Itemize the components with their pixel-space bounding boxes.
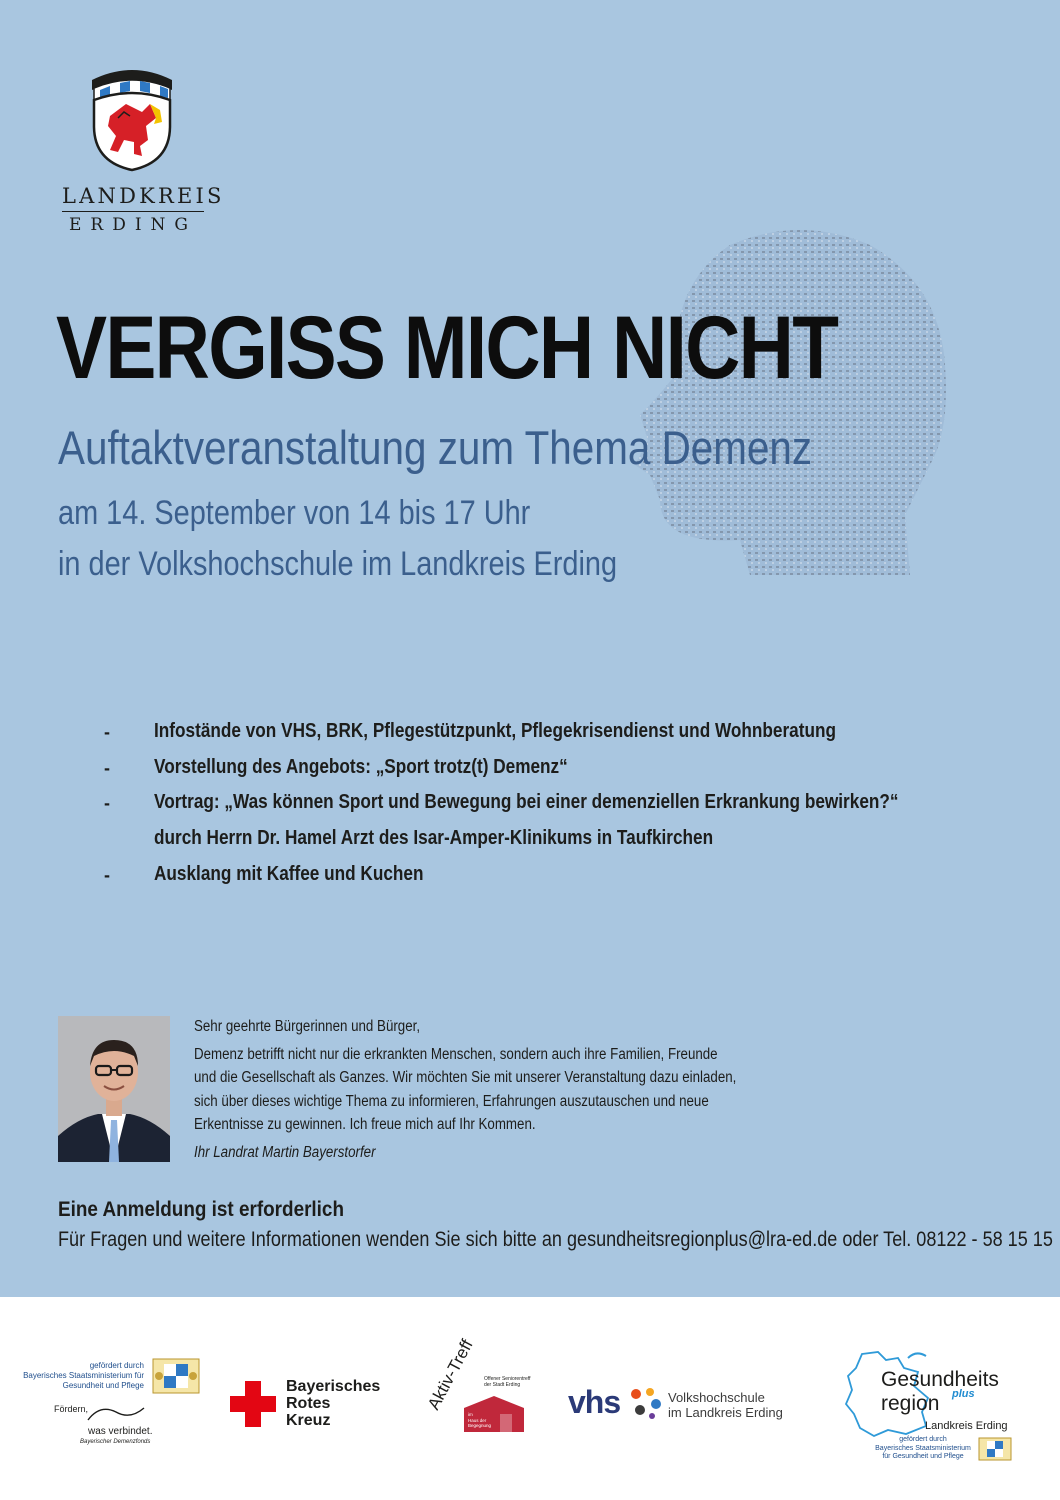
gr-funding-text <box>870 1436 976 1462</box>
letter-line: Erkentnisse zu gewinnen. Ich freue mich auf Ihr Kommen. <box>194 1116 536 1133</box>
red-cross-icon <box>230 1381 276 1427</box>
head-silhouette-icon <box>600 215 970 595</box>
event-place: in der Volkshochschule im Landkreis Erding <box>58 545 618 583</box>
program-item-continuation: durch Herrn Dr. Hamel Arzt des Isar-Amper-Klinikums in Taufkirchen <box>154 827 714 849</box>
aktiv-house-text <box>468 1412 491 1429</box>
ministry-line: gefördert durch <box>89 1361 144 1370</box>
event-title: VERGISS MICH NICHT <box>56 297 838 397</box>
landrat-letter <box>194 1015 736 1164</box>
vhs-line: im Landkreis Erding <box>668 1405 783 1420</box>
aktiv-treff-title: Aktiv-Treff <box>424 1336 477 1413</box>
gr-title-line2: region <box>881 1392 940 1415</box>
demenzfonds-line: Bayerischer Demenzfonds <box>80 1439 151 1445</box>
event-subtitle: Auftaktveranstaltung zum Thema Demenz <box>58 421 813 474</box>
letter-line: Demenz betrifft nicht nur die erkrankten Menschen, sondern auch ihre Familien, Freunde <box>194 1045 718 1063</box>
demenzfonds-line: Fördern, <box>54 1404 89 1414</box>
demenzfonds-line: was verbindet. <box>88 1426 153 1437</box>
gr-funding-line: für Gesundheit und Pflege <box>882 1453 964 1460</box>
program-item: Ausklang mit Kaffee und Kuchen <box>154 863 424 885</box>
aktiv-sub-line: Offener Seniorentreff <box>484 1376 531 1382</box>
gr-plus: plus <box>952 1388 975 1400</box>
org-name-line2: ERDING <box>68 215 197 235</box>
gr-title-line1: Gesundheits <box>881 1368 999 1391</box>
bavaria-crest-icon <box>152 1358 200 1394</box>
bullet: - <box>104 722 110 742</box>
landkreis-erding-crest-icon <box>84 66 180 172</box>
bavaria-crest-small-icon <box>978 1437 1012 1461</box>
org-name-divider <box>62 211 204 212</box>
vhs-dots-icon <box>628 1386 664 1420</box>
program-item: Vorstellung des Angebots: „Sport trotz(t) Demenz“ <box>154 756 568 778</box>
landrat-portrait <box>58 1016 170 1162</box>
vhs-wordmark: vhs <box>568 1384 621 1420</box>
vhs-logo-text <box>668 1390 783 1420</box>
gr-subtitle: Landkreis Erding <box>925 1420 1008 1432</box>
aktiv-treff-logo <box>424 1336 538 1468</box>
letter-greeting: Sehr geehrte Bürgerinnen und Bürger, <box>194 1018 421 1035</box>
aktiv-house-line: Haus der <box>468 1417 487 1423</box>
ministry-line: Gesundheit und Pflege <box>62 1381 144 1390</box>
letter-line: sich über dieses wichtige Thema zu informieren, Erfahrungen auszutauschen und neue <box>194 1092 709 1110</box>
bullet: - <box>104 793 110 813</box>
letter-signature: Ihr Landrat Martin Bayerstorfer <box>194 1143 376 1161</box>
aktiv-house-line: Begegnung <box>468 1423 492 1428</box>
aktiv-sub-line: der Stadt Erding <box>484 1382 521 1388</box>
ministry-line: Bayerisches Staatsministerium für <box>23 1371 144 1380</box>
brk-line: Rotes <box>286 1395 331 1412</box>
aktiv-treff-subtitle <box>484 1376 531 1388</box>
bullet: - <box>104 865 110 885</box>
letter-line: und die Gesellschaft als Ganzes. Wir möchten Sie mit unserer Veranstaltung dazu einladen, <box>194 1069 737 1086</box>
program-item: Infostände von VHS, BRK, Pflegestützpunkt, Pflegekrisendienst und Wohnberatung <box>154 720 837 742</box>
bullet: - <box>104 758 110 778</box>
vhs-line: Volkshochschule <box>668 1390 765 1405</box>
registration-title: Eine Anmeldung ist erforderlich <box>58 1198 345 1221</box>
ministry-text <box>14 1361 144 1391</box>
brk-line: Kreuz <box>286 1412 331 1429</box>
gr-funding-line: gefördert durch <box>899 1436 947 1443</box>
program-item: Vortrag: „Was können Sport und Bewegung bei einer demenziellen Erkrankung bewirken?“ <box>154 791 899 813</box>
brk-line: Bayerisches <box>286 1378 381 1395</box>
demenzfonds-wave-icon <box>86 1402 146 1424</box>
event-date: am 14. September von 14 bis 17 Uhr <box>58 494 531 532</box>
registration-contact: Für Fragen und weitere Informationen wenden Sie sich bitte an gesundheitsregionplus@lra-ed.de oder Tel. 08122 - 58 15 15 <box>58 1228 1053 1251</box>
aktiv-house-line: im <box>468 1412 473 1417</box>
brk-logo-text <box>286 1378 380 1429</box>
gr-funding-line: Bayerisches Staatsministerium <box>875 1444 971 1452</box>
org-name-line1: LANDKREIS <box>62 184 225 208</box>
